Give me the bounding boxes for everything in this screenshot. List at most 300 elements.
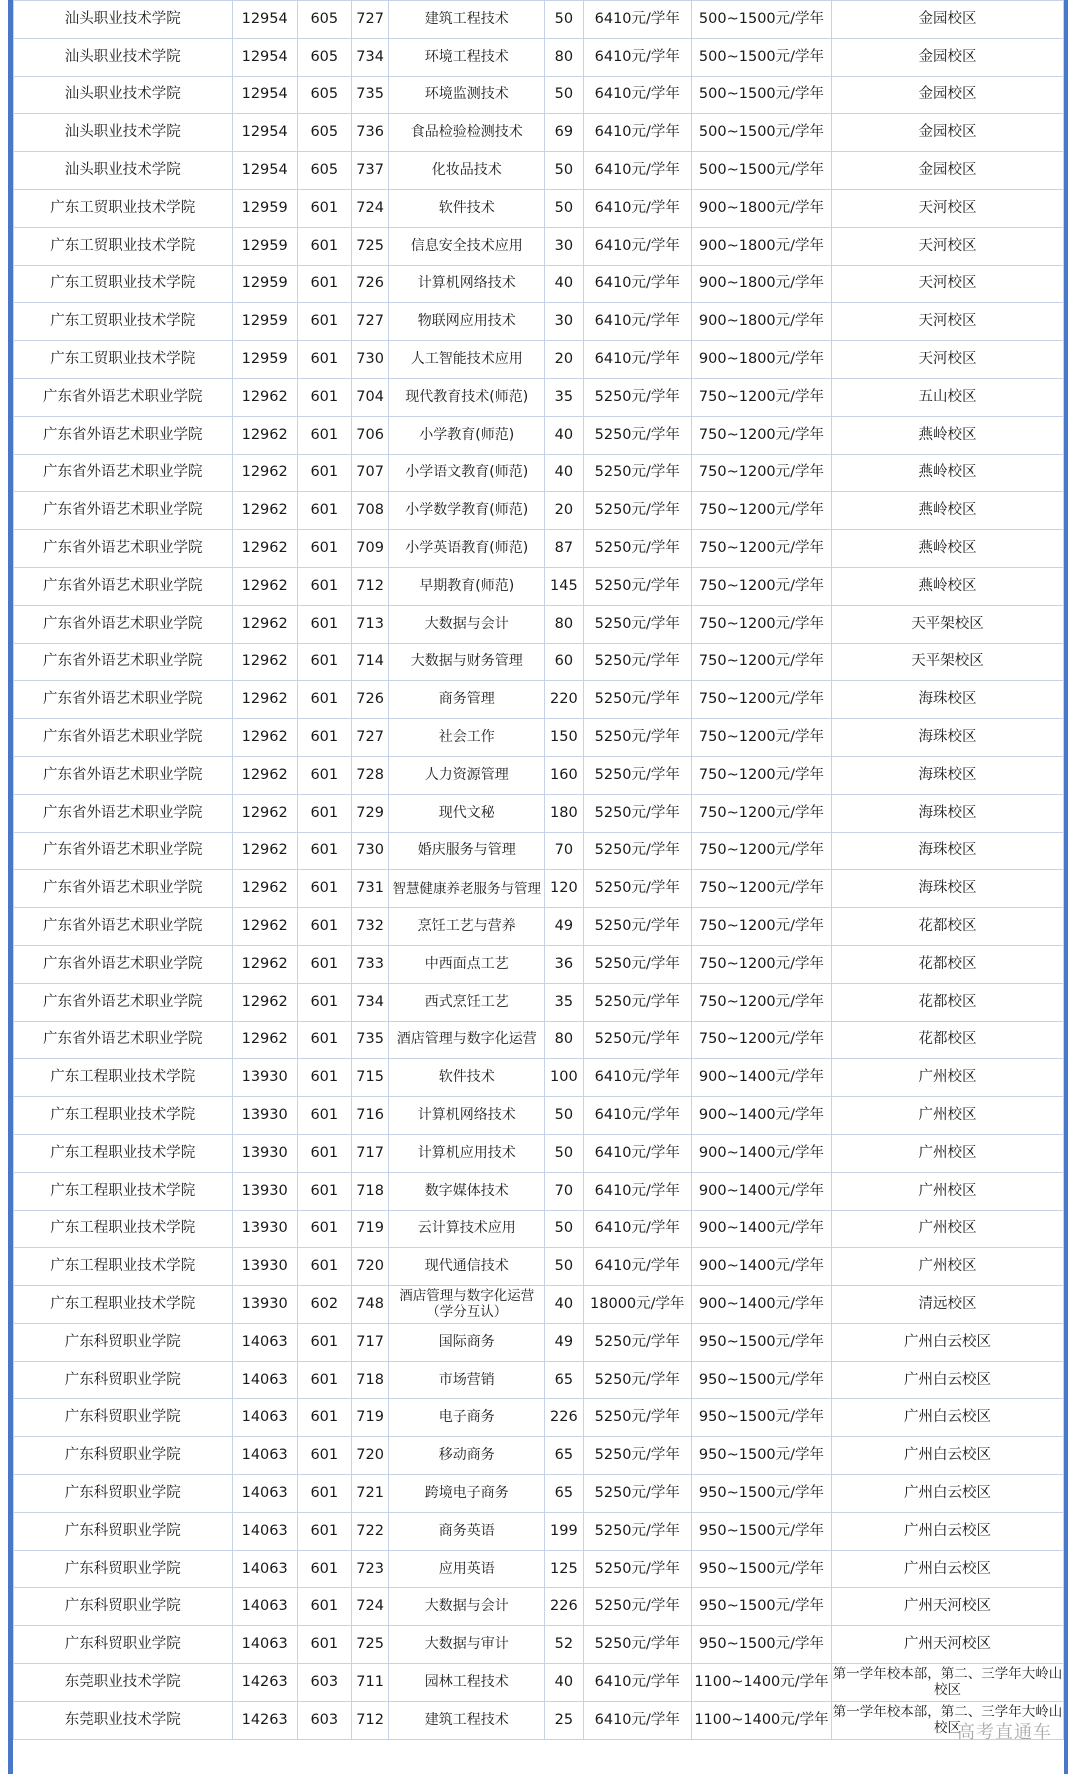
major-code-cell: 725 (351, 1626, 389, 1664)
tuition-cell: 6410元/学年 (583, 1134, 691, 1172)
major-name-cell: 环境工程技术 (389, 38, 545, 76)
dorm-fee-cell: 900~1400元/学年 (691, 1097, 831, 1135)
plan-count-cell: 65 (545, 1437, 584, 1475)
plan-count-cell: 20 (545, 492, 584, 530)
school-name-cell: 东莞职业技术学院 (14, 1701, 233, 1739)
plan-count-cell: 50 (545, 152, 584, 190)
table-row (14, 567, 1064, 605)
campus-cell: 天河校区 (832, 265, 1064, 303)
plan-count-cell: 40 (545, 416, 584, 454)
major-code-cell: 717 (351, 1134, 389, 1172)
major-code-cell: 712 (351, 1701, 389, 1739)
major-code-cell: 735 (351, 1021, 389, 1059)
tuition-cell: 5250元/学年 (583, 643, 691, 681)
campus-cell: 第一学年校本部，第二、三学年大岭山校区 (832, 1701, 1064, 1739)
school-name-cell: 广东工程职业技术学院 (14, 1286, 233, 1324)
tuition-cell: 6410元/学年 (583, 1701, 691, 1739)
school-name-cell: 广东工程职业技术学院 (14, 1097, 233, 1135)
dorm-fee-cell: 500~1500元/学年 (691, 38, 831, 76)
major-name-cell: 信息安全技术应用 (389, 227, 545, 265)
school-code-cell: 12959 (232, 341, 297, 379)
table-row (14, 1626, 1064, 1664)
campus-cell: 金园校区 (832, 76, 1064, 114)
plan-count-cell: 70 (545, 1172, 584, 1210)
school-code-cell: 12959 (232, 265, 297, 303)
school-name-cell: 广东省外语艺术职业学院 (14, 719, 233, 757)
table-row (14, 605, 1064, 643)
plan-count-cell: 40 (545, 454, 584, 492)
major-name-cell: 小学教育(师范) (389, 416, 545, 454)
major-code-cell: 730 (351, 341, 389, 379)
table-row (14, 341, 1064, 379)
table-row (14, 681, 1064, 719)
plan-count-cell: 25 (545, 1701, 584, 1739)
tuition-cell: 5250元/学年 (583, 908, 691, 946)
group-code-cell: 602 (297, 1286, 351, 1324)
dorm-fee-cell: 750~1200元/学年 (691, 719, 831, 757)
school-code-cell: 14063 (232, 1361, 297, 1399)
major-code-cell: 723 (351, 1550, 389, 1588)
dorm-fee-cell: 900~1800元/学年 (691, 265, 831, 303)
tuition-cell: 6410元/学年 (583, 265, 691, 303)
campus-cell: 金园校区 (832, 38, 1064, 76)
tuition-cell: 6410元/学年 (583, 1097, 691, 1135)
dorm-fee-cell: 750~1200元/学年 (691, 794, 831, 832)
major-code-cell: 727 (351, 719, 389, 757)
major-code-cell: 732 (351, 908, 389, 946)
tuition-cell: 5250元/学年 (583, 605, 691, 643)
major-name-cell: 社会工作 (389, 719, 545, 757)
school-code-cell: 14063 (232, 1437, 297, 1475)
school-name-cell: 广东工程职业技术学院 (14, 1210, 233, 1248)
dorm-fee-cell: 750~1200元/学年 (691, 643, 831, 681)
major-name-cell: 小学英语教育(师范) (389, 530, 545, 568)
campus-cell: 海珠校区 (832, 832, 1064, 870)
school-name-cell: 广东工程职业技术学院 (14, 1172, 233, 1210)
watermark-text: 高考直通车 (957, 1722, 1052, 1743)
group-code-cell: 605 (297, 114, 351, 152)
campus-cell: 广州白云校区 (832, 1361, 1064, 1399)
major-name-cell: 计算机网络技术 (389, 265, 545, 303)
school-name-cell: 广东省外语艺术职业学院 (14, 643, 233, 681)
school-name-cell: 广东科贸职业学院 (14, 1323, 233, 1361)
plan-count-cell: 50 (545, 1, 584, 39)
school-code-cell: 12962 (232, 378, 297, 416)
dorm-fee-cell: 500~1500元/学年 (691, 114, 831, 152)
plan-count-cell: 150 (545, 719, 584, 757)
school-code-cell: 12954 (232, 76, 297, 114)
tuition-cell: 6410元/学年 (583, 227, 691, 265)
campus-cell: 天河校区 (832, 303, 1064, 341)
table-row (14, 1550, 1064, 1588)
table-row (14, 1512, 1064, 1550)
school-name-cell: 广东科贸职业学院 (14, 1588, 233, 1626)
major-name-cell: 计算机应用技术 (389, 1134, 545, 1172)
major-code-cell: 712 (351, 567, 389, 605)
tuition-cell: 6410元/学年 (583, 114, 691, 152)
dorm-fee-cell: 950~1500元/学年 (691, 1437, 831, 1475)
dorm-fee-cell: 900~1800元/学年 (691, 189, 831, 227)
dorm-fee-cell: 950~1500元/学年 (691, 1399, 831, 1437)
major-code-cell: 704 (351, 378, 389, 416)
campus-cell: 燕岭校区 (832, 530, 1064, 568)
campus-cell: 广州白云校区 (832, 1550, 1064, 1588)
plan-count-cell: 180 (545, 794, 584, 832)
group-code-cell: 601 (297, 681, 351, 719)
major-code-cell: 707 (351, 454, 389, 492)
tuition-cell: 5250元/学年 (583, 681, 691, 719)
major-name-cell: 西式烹饪工艺 (389, 983, 545, 1021)
campus-cell: 广州白云校区 (832, 1437, 1064, 1475)
tuition-cell: 5250元/学年 (583, 492, 691, 530)
tuition-cell: 5250元/学年 (583, 530, 691, 568)
school-code-cell: 13930 (232, 1172, 297, 1210)
tuition-cell: 5250元/学年 (583, 719, 691, 757)
campus-cell: 天河校区 (832, 227, 1064, 265)
school-code-cell: 12954 (232, 1, 297, 39)
tuition-cell: 6410元/学年 (583, 152, 691, 190)
campus-cell: 广州校区 (832, 1248, 1064, 1286)
major-code-cell: 716 (351, 1097, 389, 1135)
dorm-fee-cell: 950~1500元/学年 (691, 1626, 831, 1664)
school-name-cell: 广东科贸职业学院 (14, 1361, 233, 1399)
school-code-cell: 12962 (232, 945, 297, 983)
school-name-cell: 广东工程职业技术学院 (14, 1059, 233, 1097)
plan-count-cell: 49 (545, 1323, 584, 1361)
tuition-cell: 18000元/学年 (583, 1286, 691, 1324)
major-code-cell: 715 (351, 1059, 389, 1097)
campus-cell: 五山校区 (832, 378, 1064, 416)
group-code-cell: 601 (297, 454, 351, 492)
campus-cell: 海珠校区 (832, 719, 1064, 757)
school-code-cell: 12962 (232, 643, 297, 681)
school-name-cell: 汕头职业技术学院 (14, 114, 233, 152)
school-code-cell: 12962 (232, 983, 297, 1021)
group-code-cell: 601 (297, 983, 351, 1021)
dorm-fee-cell: 750~1200元/学年 (691, 908, 831, 946)
table-row (14, 1248, 1064, 1286)
table-row (14, 1437, 1064, 1475)
school-code-cell: 12959 (232, 189, 297, 227)
table-row (14, 945, 1064, 983)
campus-cell: 燕岭校区 (832, 454, 1064, 492)
school-name-cell: 广东省外语艺术职业学院 (14, 567, 233, 605)
tuition-cell: 6410元/学年 (583, 38, 691, 76)
campus-cell: 燕岭校区 (832, 492, 1064, 530)
group-code-cell: 601 (297, 1475, 351, 1513)
tuition-cell: 5250元/学年 (583, 832, 691, 870)
major-code-cell: 719 (351, 1399, 389, 1437)
major-name-cell: 现代通信技术 (389, 1248, 545, 1286)
campus-cell: 天河校区 (832, 189, 1064, 227)
school-code-cell: 12962 (232, 908, 297, 946)
tuition-cell: 6410元/学年 (583, 1172, 691, 1210)
table-row (14, 1399, 1064, 1437)
major-code-cell: 724 (351, 189, 389, 227)
group-code-cell: 601 (297, 794, 351, 832)
school-code-cell: 12962 (232, 416, 297, 454)
dorm-fee-cell: 750~1200元/学年 (691, 1021, 831, 1059)
plan-count-cell: 50 (545, 1134, 584, 1172)
tuition-cell: 5250元/学年 (583, 454, 691, 492)
major-name-cell: 物联网应用技术 (389, 303, 545, 341)
major-name-cell: 环境监测技术 (389, 76, 545, 114)
tuition-cell: 5250元/学年 (583, 1361, 691, 1399)
table-row (14, 1475, 1064, 1513)
major-name-cell: 市场营销 (389, 1361, 545, 1399)
major-code-cell: 726 (351, 681, 389, 719)
table-row (14, 1172, 1064, 1210)
table-row (14, 378, 1064, 416)
major-name-cell: 现代教育技术(师范) (389, 378, 545, 416)
tuition-cell: 5250元/学年 (583, 1512, 691, 1550)
major-code-cell: 731 (351, 870, 389, 908)
group-code-cell: 601 (297, 1059, 351, 1097)
school-name-cell: 广东工贸职业技术学院 (14, 341, 233, 379)
dorm-fee-cell: 750~1200元/学年 (691, 681, 831, 719)
dorm-fee-cell: 750~1200元/学年 (691, 416, 831, 454)
major-code-cell: 729 (351, 794, 389, 832)
group-code-cell: 601 (297, 832, 351, 870)
major-name-cell: 大数据与审计 (389, 1626, 545, 1664)
table-row (14, 1059, 1064, 1097)
school-name-cell: 广东工程职业技术学院 (14, 1134, 233, 1172)
school-name-cell: 广东科贸职业学院 (14, 1475, 233, 1513)
campus-cell: 广州天河校区 (832, 1626, 1064, 1664)
tuition-cell: 6410元/学年 (583, 1, 691, 39)
major-name-cell: 小学语文教育(师范) (389, 454, 545, 492)
group-code-cell: 603 (297, 1664, 351, 1702)
group-code-cell: 601 (297, 1361, 351, 1399)
school-code-cell: 13930 (232, 1059, 297, 1097)
school-code-cell: 12962 (232, 454, 297, 492)
group-code-cell: 601 (297, 416, 351, 454)
group-code-cell: 601 (297, 1399, 351, 1437)
dorm-fee-cell: 500~1500元/学年 (691, 152, 831, 190)
plan-count-cell: 30 (545, 227, 584, 265)
plan-count-cell: 30 (545, 303, 584, 341)
table-row (14, 114, 1064, 152)
major-code-cell: 735 (351, 76, 389, 114)
dorm-fee-cell: 1100~1400元/学年 (691, 1664, 831, 1702)
table-row (14, 530, 1064, 568)
dorm-fee-cell: 900~1800元/学年 (691, 341, 831, 379)
campus-cell: 花都校区 (832, 983, 1064, 1021)
tuition-cell: 6410元/学年 (583, 1210, 691, 1248)
major-name-cell: 烹饪工艺与营养 (389, 908, 545, 946)
table-row (14, 908, 1064, 946)
major-name-cell: 人力资源管理 (389, 756, 545, 794)
table-row (14, 1664, 1064, 1702)
plan-count-cell: 52 (545, 1626, 584, 1664)
table-row (14, 756, 1064, 794)
group-code-cell: 603 (297, 1701, 351, 1739)
school-name-cell: 广东省外语艺术职业学院 (14, 832, 233, 870)
school-code-cell: 12962 (232, 794, 297, 832)
dorm-fee-cell: 750~1200元/学年 (691, 870, 831, 908)
major-name-cell: 园林工程技术 (389, 1664, 545, 1702)
campus-cell: 海珠校区 (832, 681, 1064, 719)
school-name-cell: 汕头职业技术学院 (14, 152, 233, 190)
group-code-cell: 601 (297, 1437, 351, 1475)
tuition-cell: 5250元/学年 (583, 567, 691, 605)
table-row (14, 416, 1064, 454)
major-code-cell: 726 (351, 265, 389, 303)
table-row (14, 1286, 1064, 1324)
campus-cell: 金园校区 (832, 152, 1064, 190)
school-name-cell: 广东工贸职业技术学院 (14, 189, 233, 227)
enrollment-table (13, 0, 1064, 1740)
major-name-cell: 早期教育(师范) (389, 567, 545, 605)
school-name-cell: 广东工贸职业技术学院 (14, 227, 233, 265)
table-row (14, 1701, 1064, 1739)
tuition-cell: 6410元/学年 (583, 1248, 691, 1286)
group-code-cell: 605 (297, 1, 351, 39)
school-code-cell: 12954 (232, 114, 297, 152)
dorm-fee-cell: 750~1200元/学年 (691, 454, 831, 492)
campus-cell: 广州校区 (832, 1134, 1064, 1172)
major-name-cell: 酒店管理与数字化运营（学分互认） (389, 1286, 545, 1324)
major-code-cell: 721 (351, 1475, 389, 1513)
plan-count-cell: 199 (545, 1512, 584, 1550)
group-code-cell: 601 (297, 908, 351, 946)
school-code-cell: 14063 (232, 1475, 297, 1513)
school-code-cell: 12962 (232, 756, 297, 794)
group-code-cell: 601 (297, 1626, 351, 1664)
school-code-cell: 12959 (232, 227, 297, 265)
tuition-cell: 5250元/学年 (583, 1021, 691, 1059)
major-name-cell: 食品检验检测技术 (389, 114, 545, 152)
dorm-fee-cell: 750~1200元/学年 (691, 605, 831, 643)
school-code-cell: 14263 (232, 1701, 297, 1739)
school-code-cell: 14063 (232, 1588, 297, 1626)
school-name-cell: 广东科贸职业学院 (14, 1512, 233, 1550)
plan-count-cell: 69 (545, 114, 584, 152)
major-code-cell: 706 (351, 416, 389, 454)
group-code-cell: 601 (297, 1248, 351, 1286)
major-code-cell: 725 (351, 227, 389, 265)
group-code-cell: 601 (297, 1210, 351, 1248)
group-code-cell: 601 (297, 870, 351, 908)
dorm-fee-cell: 900~1400元/学年 (691, 1248, 831, 1286)
plan-count-cell: 70 (545, 832, 584, 870)
plan-count-cell: 35 (545, 983, 584, 1021)
campus-cell: 金园校区 (832, 114, 1064, 152)
major-code-cell: 718 (351, 1361, 389, 1399)
major-name-cell: 人工智能技术应用 (389, 341, 545, 379)
group-code-cell: 601 (297, 378, 351, 416)
campus-cell: 广州天河校区 (832, 1588, 1064, 1626)
tuition-cell: 5250元/学年 (583, 1550, 691, 1588)
major-code-cell: 727 (351, 303, 389, 341)
major-code-cell: 734 (351, 983, 389, 1021)
school-code-cell: 14063 (232, 1512, 297, 1550)
group-code-cell: 601 (297, 567, 351, 605)
school-code-cell: 13930 (232, 1210, 297, 1248)
major-name-cell: 大数据与会计 (389, 605, 545, 643)
campus-cell: 广州白云校区 (832, 1323, 1064, 1361)
campus-cell: 广州校区 (832, 1210, 1064, 1248)
plan-count-cell: 49 (545, 908, 584, 946)
table-row (14, 76, 1064, 114)
table-row (14, 1323, 1064, 1361)
school-code-cell: 12962 (232, 567, 297, 605)
campus-cell: 广州校区 (832, 1059, 1064, 1097)
group-code-cell: 601 (297, 756, 351, 794)
group-code-cell: 601 (297, 1134, 351, 1172)
table-row (14, 1021, 1064, 1059)
plan-count-cell: 20 (545, 341, 584, 379)
campus-cell: 天河校区 (832, 341, 1064, 379)
dorm-fee-cell: 950~1500元/学年 (691, 1512, 831, 1550)
plan-count-cell: 125 (545, 1550, 584, 1588)
table-row (14, 1588, 1064, 1626)
campus-cell: 第一学年校本部，第二、三学年大岭山校区 (832, 1664, 1064, 1702)
campus-cell: 广州校区 (832, 1097, 1064, 1135)
campus-cell: 海珠校区 (832, 794, 1064, 832)
table-row (14, 1210, 1064, 1248)
school-code-cell: 14063 (232, 1550, 297, 1588)
major-name-cell: 大数据与财务管理 (389, 643, 545, 681)
campus-cell: 天平架校区 (832, 643, 1064, 681)
tuition-cell: 6410元/学年 (583, 1664, 691, 1702)
school-code-cell: 12962 (232, 870, 297, 908)
group-code-cell: 601 (297, 945, 351, 983)
major-code-cell: 730 (351, 832, 389, 870)
campus-cell: 金园校区 (832, 1, 1064, 39)
major-code-cell: 720 (351, 1437, 389, 1475)
school-name-cell: 广东省外语艺术职业学院 (14, 681, 233, 719)
school-code-cell: 12962 (232, 492, 297, 530)
table-row (14, 1, 1064, 39)
table-row (14, 152, 1064, 190)
major-code-cell: 736 (351, 114, 389, 152)
dorm-fee-cell: 750~1200元/学年 (691, 756, 831, 794)
plan-count-cell: 80 (545, 1021, 584, 1059)
tuition-cell: 5250元/学年 (583, 1399, 691, 1437)
table-row (14, 719, 1064, 757)
tuition-cell: 6410元/学年 (583, 303, 691, 341)
table-row (14, 454, 1064, 492)
dorm-fee-cell: 950~1500元/学年 (691, 1475, 831, 1513)
tuition-cell: 5250元/学年 (583, 756, 691, 794)
tuition-cell: 6410元/学年 (583, 341, 691, 379)
group-code-cell: 601 (297, 605, 351, 643)
school-code-cell: 12962 (232, 530, 297, 568)
major-name-cell: 商务管理 (389, 681, 545, 719)
school-code-cell: 12954 (232, 152, 297, 190)
campus-cell: 花都校区 (832, 1021, 1064, 1059)
tuition-cell: 5250元/学年 (583, 1475, 691, 1513)
major-code-cell: 733 (351, 945, 389, 983)
dorm-fee-cell: 750~1200元/学年 (691, 530, 831, 568)
major-name-cell: 现代文秘 (389, 794, 545, 832)
campus-cell: 燕岭校区 (832, 416, 1064, 454)
tuition-cell: 5250元/学年 (583, 870, 691, 908)
campus-cell: 天平架校区 (832, 605, 1064, 643)
group-code-cell: 601 (297, 1172, 351, 1210)
group-code-cell: 601 (297, 227, 351, 265)
group-code-cell: 601 (297, 1323, 351, 1361)
major-code-cell: 734 (351, 38, 389, 76)
plan-count-cell: 87 (545, 530, 584, 568)
school-code-cell: 12962 (232, 605, 297, 643)
school-name-cell: 广东科贸职业学院 (14, 1399, 233, 1437)
school-code-cell: 12962 (232, 832, 297, 870)
school-name-cell: 广东省外语艺术职业学院 (14, 1021, 233, 1059)
table-row (14, 265, 1064, 303)
school-name-cell: 汕头职业技术学院 (14, 38, 233, 76)
